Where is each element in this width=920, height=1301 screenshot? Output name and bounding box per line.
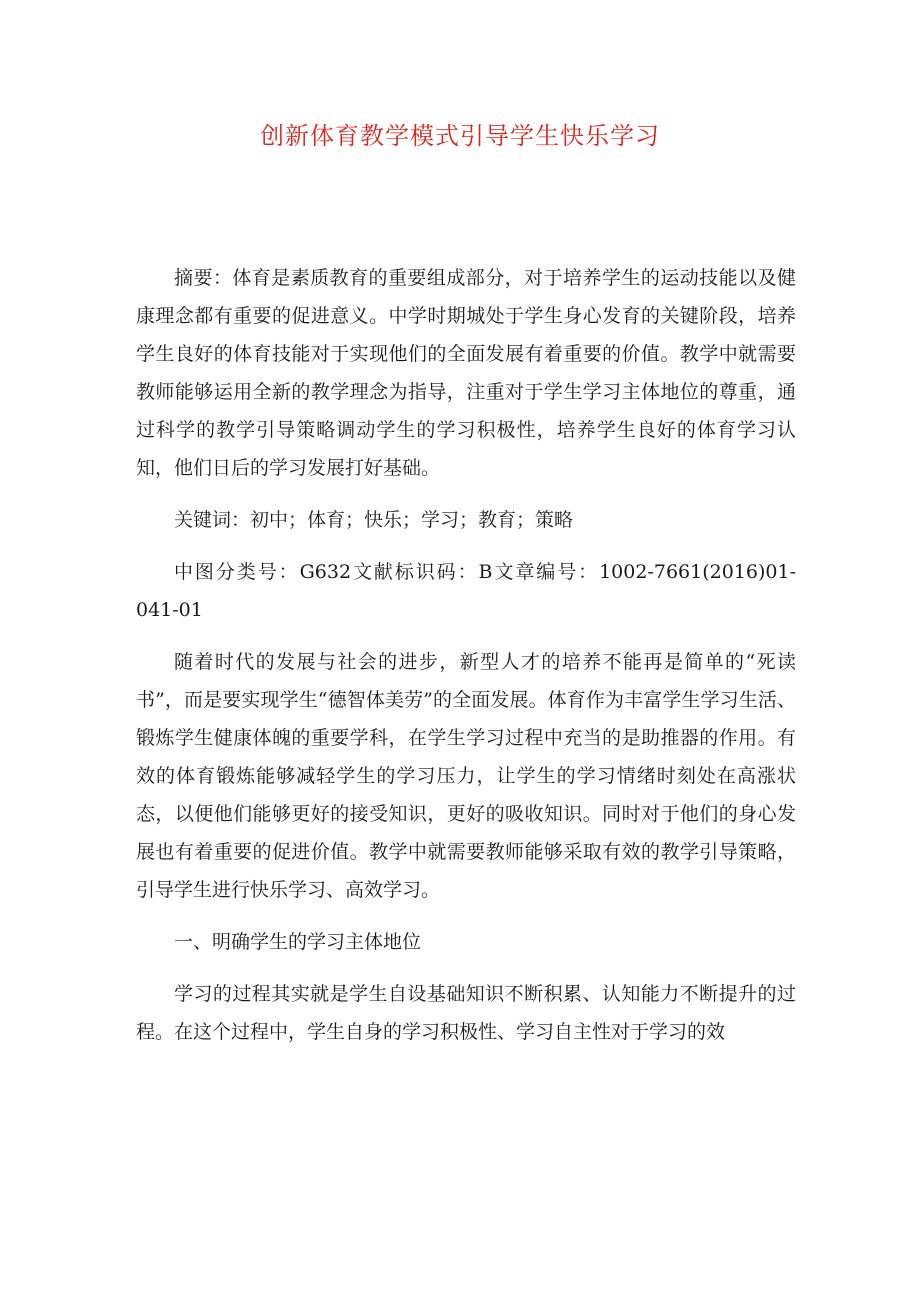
classification-paragraph: 中图分类号：G632文献标识码：B文章编号：1002-7661(2016)01-041-01 (136, 561, 796, 621)
intro-paragraph: 随着时代的发展与社会的进步，新型人才的培养不能再是简单的“死读书”，而是要实现学生“德智体美劳”的全面发展。体育作为丰富学生学习生活、锻炼学生健康体魄的重要学科，在学生学习过程中充当的是助推器的作用。有效的体育锻炼能够减轻学生的学习压力，让学生的学习情绪时刻处在高涨状态，以便他们能够更好的接受知识，更好的吸收知识。同时对于他们的身心发展也有着重要的促进价值。教学中就需要教师能够采取有效的教学引导策略，引导学生进行快乐学习、高效学习。 (136, 651, 796, 901)
document-title: 创新体育教学模式引导学生快乐学习 (260, 122, 660, 150)
section-paragraph: 学习的过程其实就是学生自设基础知识不断积累、认知能力不断提升的过程。在这个过程中，学生自身的学习积极性、学习自主性对于学习的效 (136, 983, 796, 1043)
keywords-paragraph: 关键词：初中；体育；快乐；学习；教育；策略 (174, 509, 574, 531)
document-body (136, 259, 796, 1065)
abstract-paragraph: 摘要：体育是素质教育的重要组成部分，对于培养学生的运动技能以及健康理念都有重要的促进意义。中学时期城处于学生身心发育的关键阶段，培养学生良好的体育技能对于实现他们的全面发展有着重要的价值。教学中就需要教师能够运用全新的教学理念为指导，注重对于学生学习主体地位的尊重，通过科学的教学引导策略调动学生的学习积极性，培养学生良好的体育学习认知，他们日后的学习发展打好基础。 (136, 267, 796, 479)
section-heading: 一、明确学生的学习主体地位 (174, 931, 422, 953)
